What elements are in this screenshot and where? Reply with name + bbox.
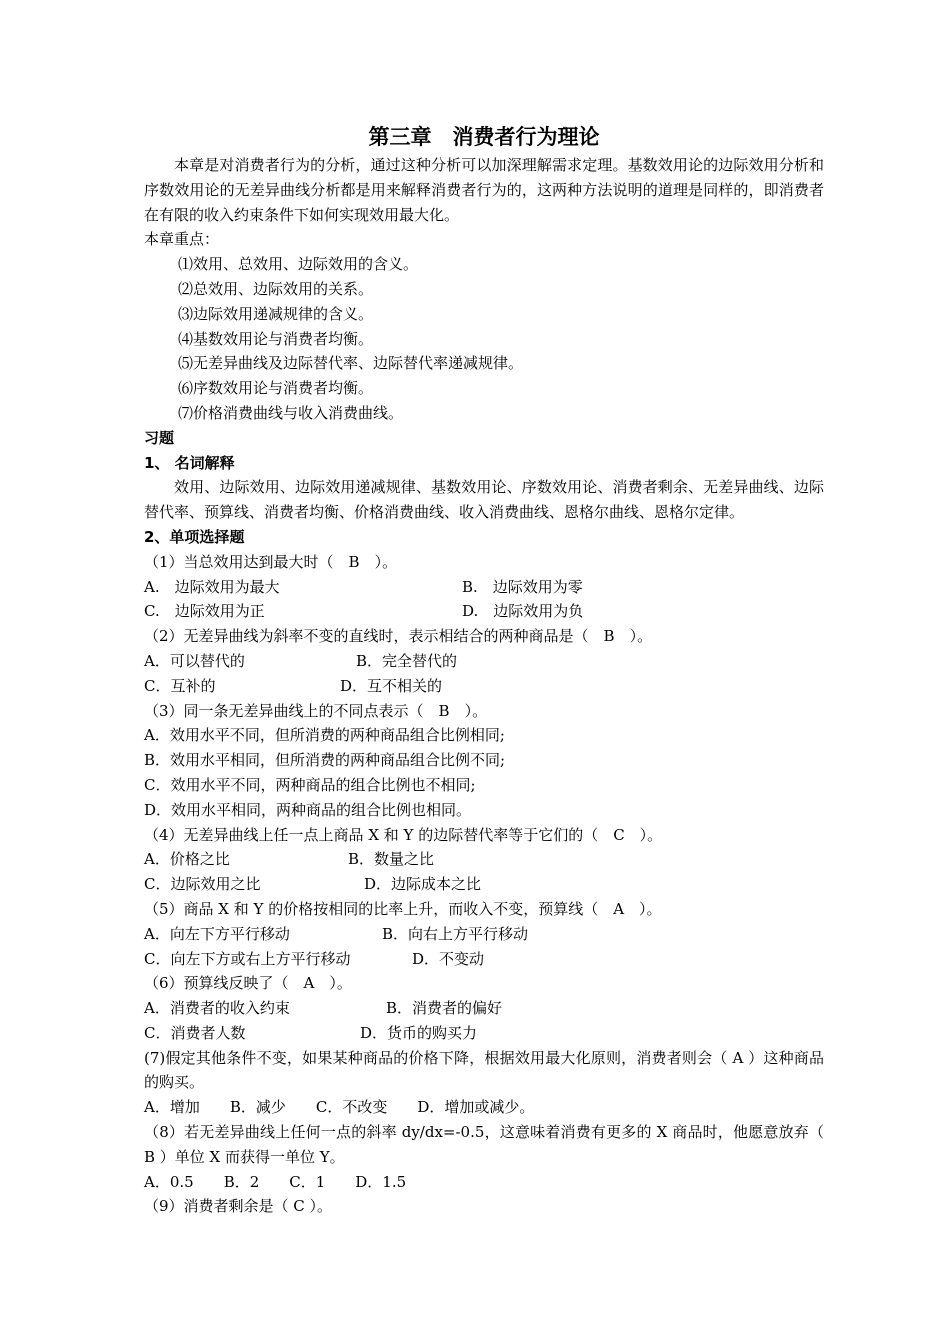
option-a: A．价格之比	[144, 850, 230, 869]
option-d: D．不变动	[412, 949, 485, 968]
question-7-options: A．增加 B．减少 C．不改变 D．增加或减少。	[144, 1098, 535, 1117]
key-point: ⑴效用、总效用、边际效用的含义。	[178, 255, 419, 274]
section-1-heading: 1、 名词解释	[144, 453, 235, 472]
question-2-options-row-2	[144, 674, 824, 699]
question-6-options-row-2	[144, 1021, 824, 1046]
option-a: A．效用水平不同，但所消费的两种商品组合比例相同;	[144, 726, 505, 745]
option-d: D. 边际效用为负	[462, 602, 584, 621]
document-body	[144, 122, 824, 1219]
question-2-options-row-1	[144, 649, 824, 674]
question-4-stem: （4）无差异曲线上任一点上商品 X 和 Y 的边际替代率等于它们的（ C ）。	[144, 825, 663, 844]
question-5-stem: （5）商品 X 和 Y 的价格按相同的比率上升，而收入不变，预算线（ A ）。	[144, 899, 662, 918]
question-9-stem: （9）消费者剩余是（ C ）。	[144, 1197, 333, 1216]
key-point: ⑸无差异曲线及边际替代率、边际替代率递减规律。	[178, 354, 524, 373]
key-point: ⑶边际效用递减规律的含义。	[178, 304, 374, 323]
option-a: A．可以替代的	[144, 651, 245, 670]
key-point: ⑹序数效用论与消费者均衡。	[178, 379, 374, 398]
question-6-stem: （6）预算线反映了（ A ）。	[144, 974, 352, 993]
question-6-options-row-1	[144, 996, 824, 1021]
question-1-options-row-1	[144, 575, 824, 600]
question-8-options: A．0.5 B．2 C．1 D．1.5	[144, 1172, 407, 1191]
chapter-title: 第三章 消费者行为理论	[368, 125, 600, 149]
option-d: D．效用水平相同，两种商品的组合比例也相同。	[144, 800, 472, 819]
option-d: D．边际成本之比	[364, 875, 482, 894]
option-c: C. 边际效用为正	[144, 602, 265, 621]
option-c: C．互补的	[144, 676, 216, 695]
option-d: D．互不相关的	[340, 676, 443, 695]
intro-paragraph: 本章是对消费者行为的分析，通过这种分析可以加深理解需求定理。基数效用论的边际效用分析和序数效用论的无差异曲线分析都是用来解释消费者行为的，这两种方法说明的道理是同样的，即消费者在有限的收入约束条件下如何实现效用最大化。	[144, 156, 824, 224]
section-2-heading: 2、单项选择题	[144, 527, 245, 546]
question-5-options-row-2	[144, 947, 824, 972]
terms-paragraph: 效用、边际效用、边际效用递减规律、基数效用论、序数效用论、消费者剩余、无差异曲线、边际替代率、预算线、消费者均衡、价格消费曲线、收入消费曲线、恩格尔曲线、恩格尔定律。	[144, 478, 824, 522]
option-c: C．向左下方或右上方平行移动	[144, 949, 351, 968]
question-4-options-row-1	[144, 847, 824, 872]
option-c: C．消费者人数	[144, 1023, 246, 1042]
question-1-stem: （1）当总效用达到最大时（ B ）。	[144, 552, 398, 571]
key-point: ⑷基数效用论与消费者均衡。	[178, 329, 374, 348]
option-a: A．向左下方平行移动	[144, 924, 290, 943]
question-3-stem: （3）同一条无差异曲线上的不同点表示（ B ）。	[144, 701, 488, 720]
option-b: B．完全替代的	[356, 651, 458, 670]
key-points-label: 本章重点：	[144, 230, 220, 249]
key-point: ⑵总效用、边际效用的关系。	[178, 279, 374, 298]
option-d: D．货币的购买力	[360, 1023, 478, 1042]
question-8-stem: （8）若无差异曲线上任何一点的斜率 dy/dx=-0.5，这意味着消费有更多的 X 商品时，他愿意放弃（ B ）单位 X 而获得一单位 Y。	[144, 1123, 824, 1166]
question-4-options-row-2	[144, 872, 824, 897]
key-point: ⑺价格消费曲线与收入消费曲线。	[178, 403, 404, 422]
question-2-stem: （2）无差异曲线为斜率不变的直线时，表示相结合的两种商品是（ B ）。	[144, 627, 653, 646]
option-b: B．向右上方平行移动	[382, 924, 529, 943]
option-b: B. 边际效用为零	[462, 577, 583, 596]
option-b: B．效用水平相同，但所消费的两种商品组合比例不同;	[144, 751, 506, 770]
question-7-stem: (7)假定其他条件不变，如果某种商品的价格下降，根据效用最大化原则，消费者则会（ A ）这种商品的购买。	[144, 1048, 824, 1092]
option-a: A. 边际效用为最大	[144, 577, 280, 596]
exercises-heading: 习题	[144, 428, 175, 447]
option-b: B．消费者的偏好	[386, 999, 503, 1018]
option-c: C．边际效用之比	[144, 875, 261, 894]
option-c: C．效用水平不同，两种商品的组合比例也不相同;	[144, 775, 476, 794]
option-a: A．消费者的收入约束	[144, 999, 290, 1018]
question-1-options-row-2	[144, 599, 824, 624]
question-5-options-row-1	[144, 922, 824, 947]
option-b: B．数量之比	[348, 850, 435, 869]
